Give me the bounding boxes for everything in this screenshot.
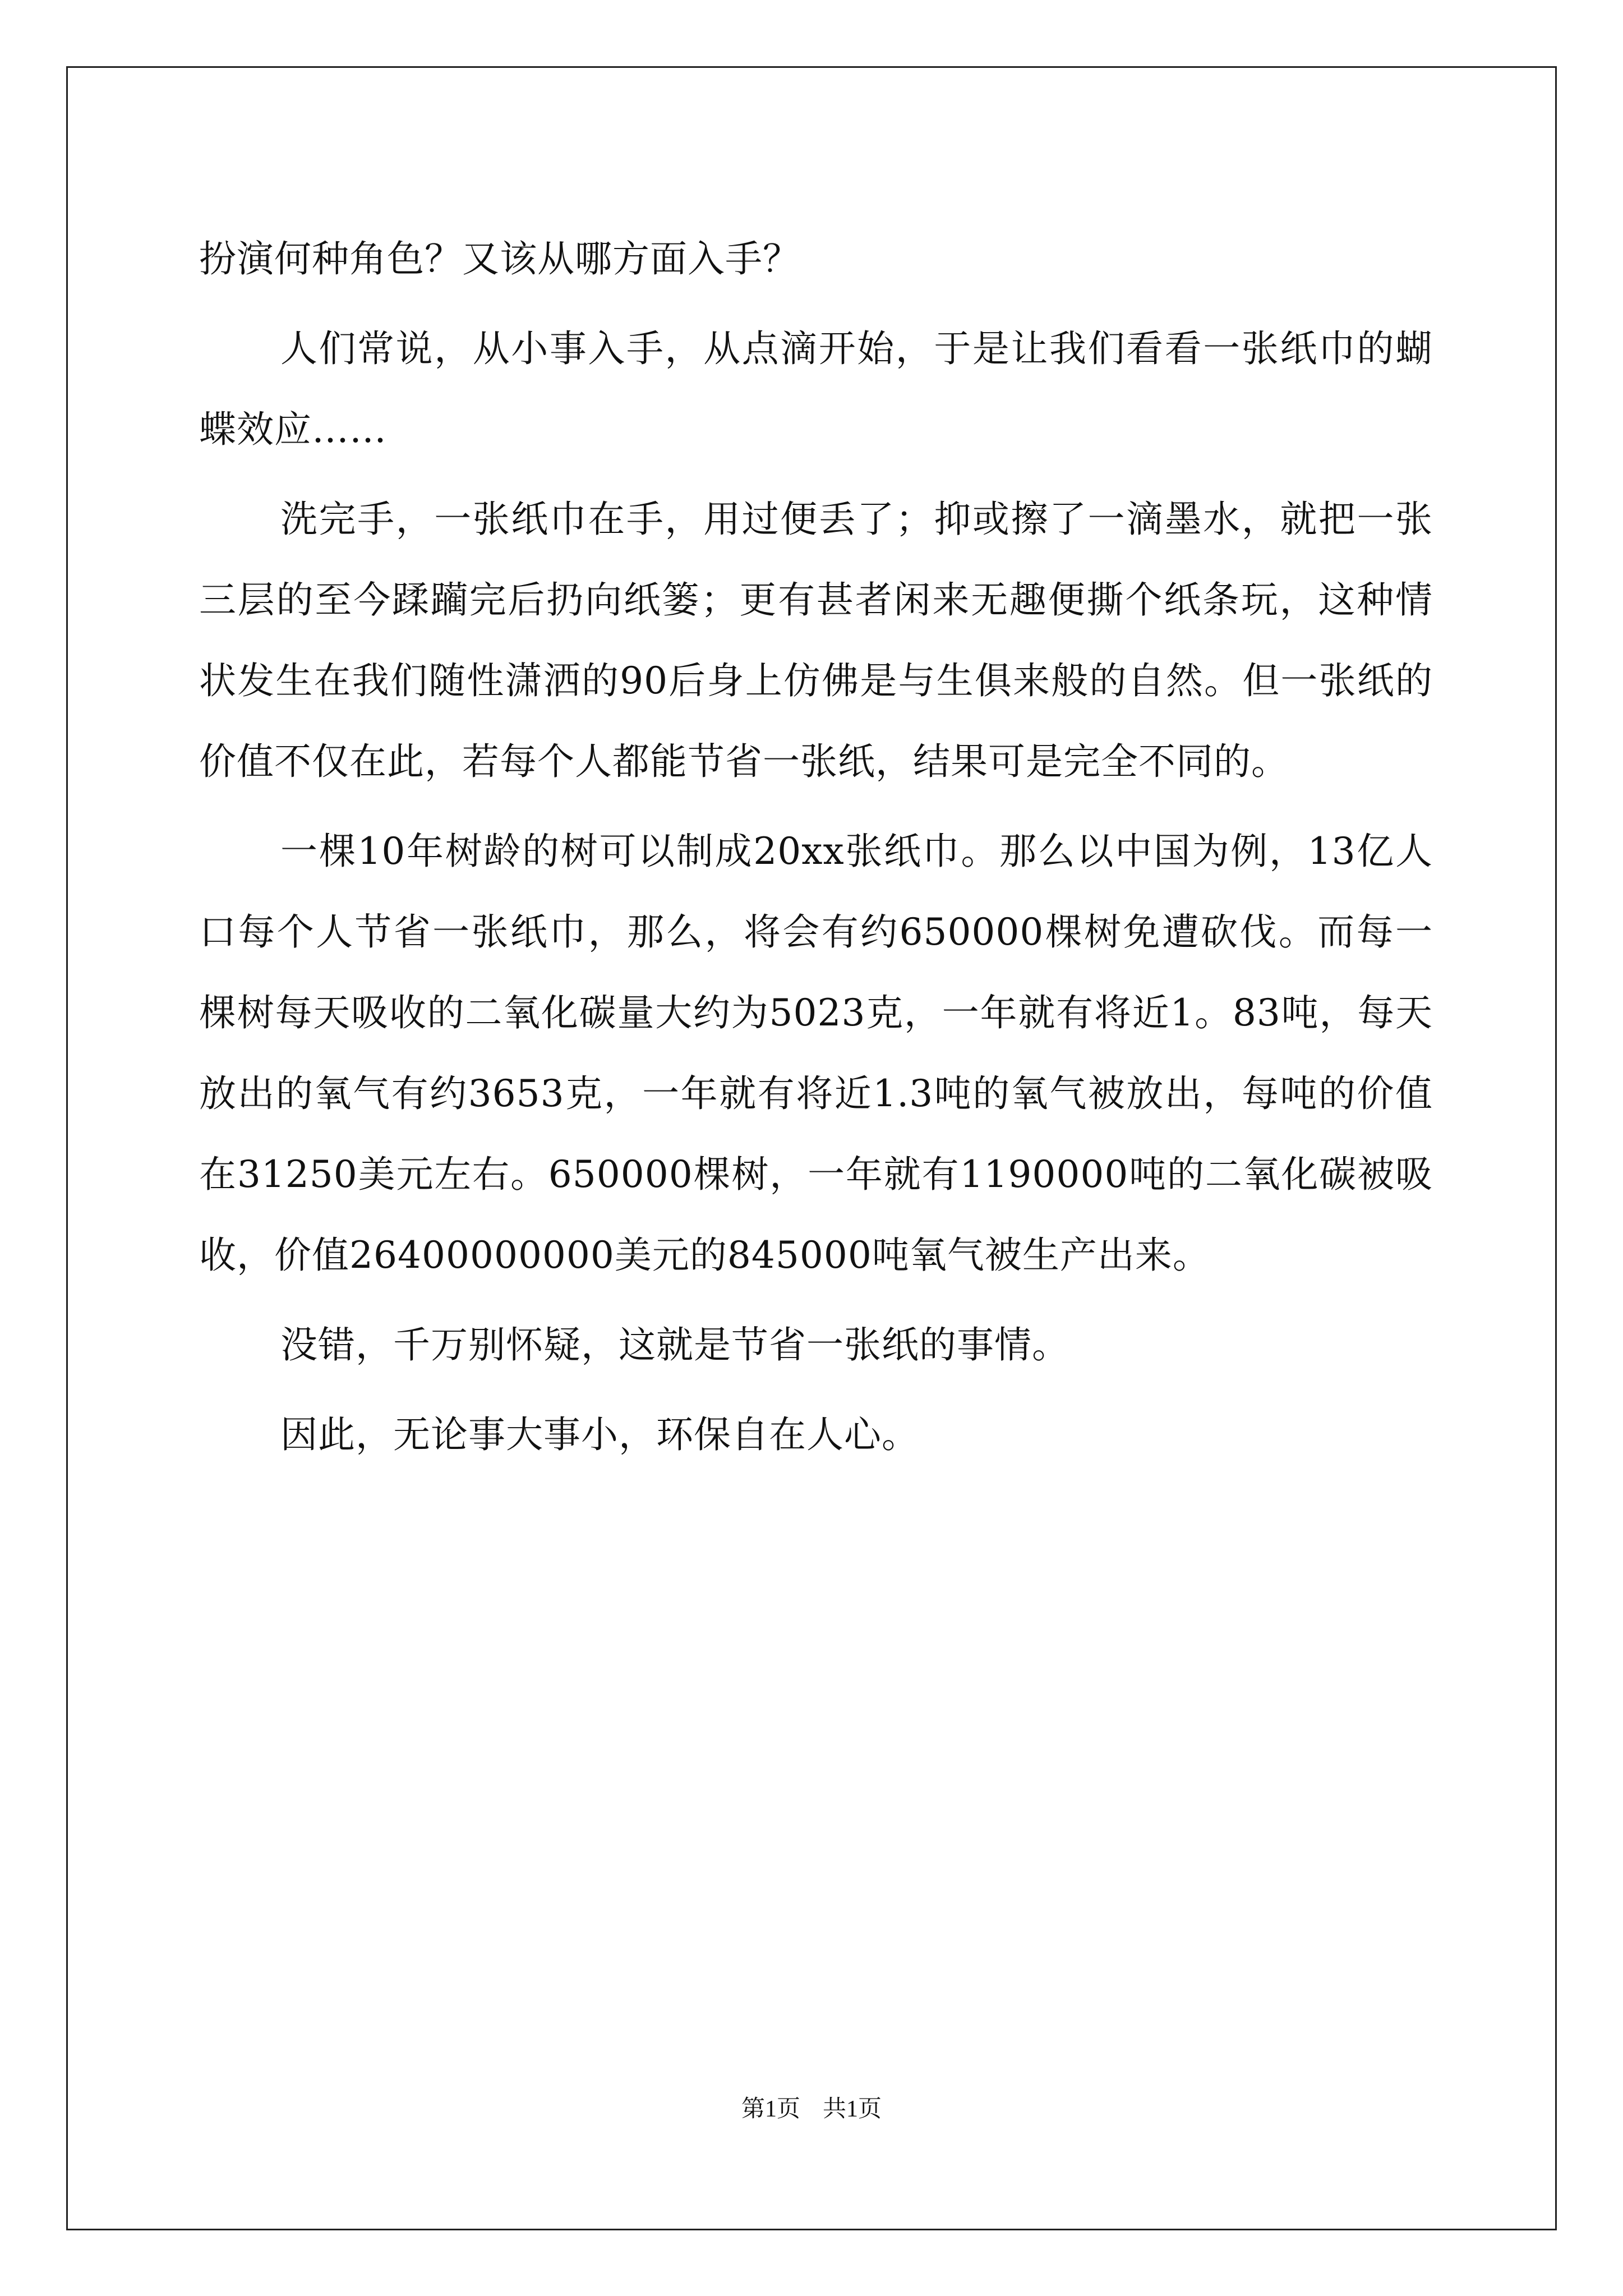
paragraph-6: 因此，无论事大事小，环保自在人心。 bbox=[280, 1413, 919, 1456]
paragraph-2: 人们常说，从小事入手，从点滴开始，于是让我们看看一张纸巾的蝴蝶效应…… bbox=[199, 327, 1433, 451]
page-number: 第1页 bbox=[741, 2096, 800, 2122]
page-footer bbox=[0, 2092, 1623, 2126]
paragraph-4: 一棵10年树龄的树可以制成20xx张纸巾。那么以中国为例，13亿人口每个人节省一张纸巾，那么，将会有约650000棵树免遭砍伐。而每一棵树每天吸收的二氧化碳量大约为5023克，一年就有将近1。83吨，每天放出的氧气有约3653克，一年就有将近1.3吨的氧气被放出，每吨的价值在31250美元左右。650000棵树，一年就有1190000吨的二氧化碳被吸收，价值26400000000美元的845000吨氧气被生产出来。 bbox=[199, 830, 1433, 1277]
page-total: 共1页 bbox=[823, 2096, 882, 2122]
paragraph-3: 洗完手，一张纸巾在手，用过便丢了；抑或擦了一滴墨水，就把一张三层的至今蹂躏完后扔向纸篓；更有甚者闲来无趣便撕个纸条玩，这种情状发生在我们随性潇洒的90后身上仿佛是与生俱来般的自然。但一张纸的价值不仅在此，若每个人都能节省一张纸，结果可是完全不同的。 bbox=[199, 498, 1433, 783]
document-body bbox=[199, 219, 1433, 1484]
paragraph-5: 没错，千万别怀疑，这就是节省一张纸的事情。 bbox=[280, 1323, 1069, 1366]
paragraph-1: 扮演何种角色？又该从哪方面入手？ bbox=[199, 237, 800, 280]
